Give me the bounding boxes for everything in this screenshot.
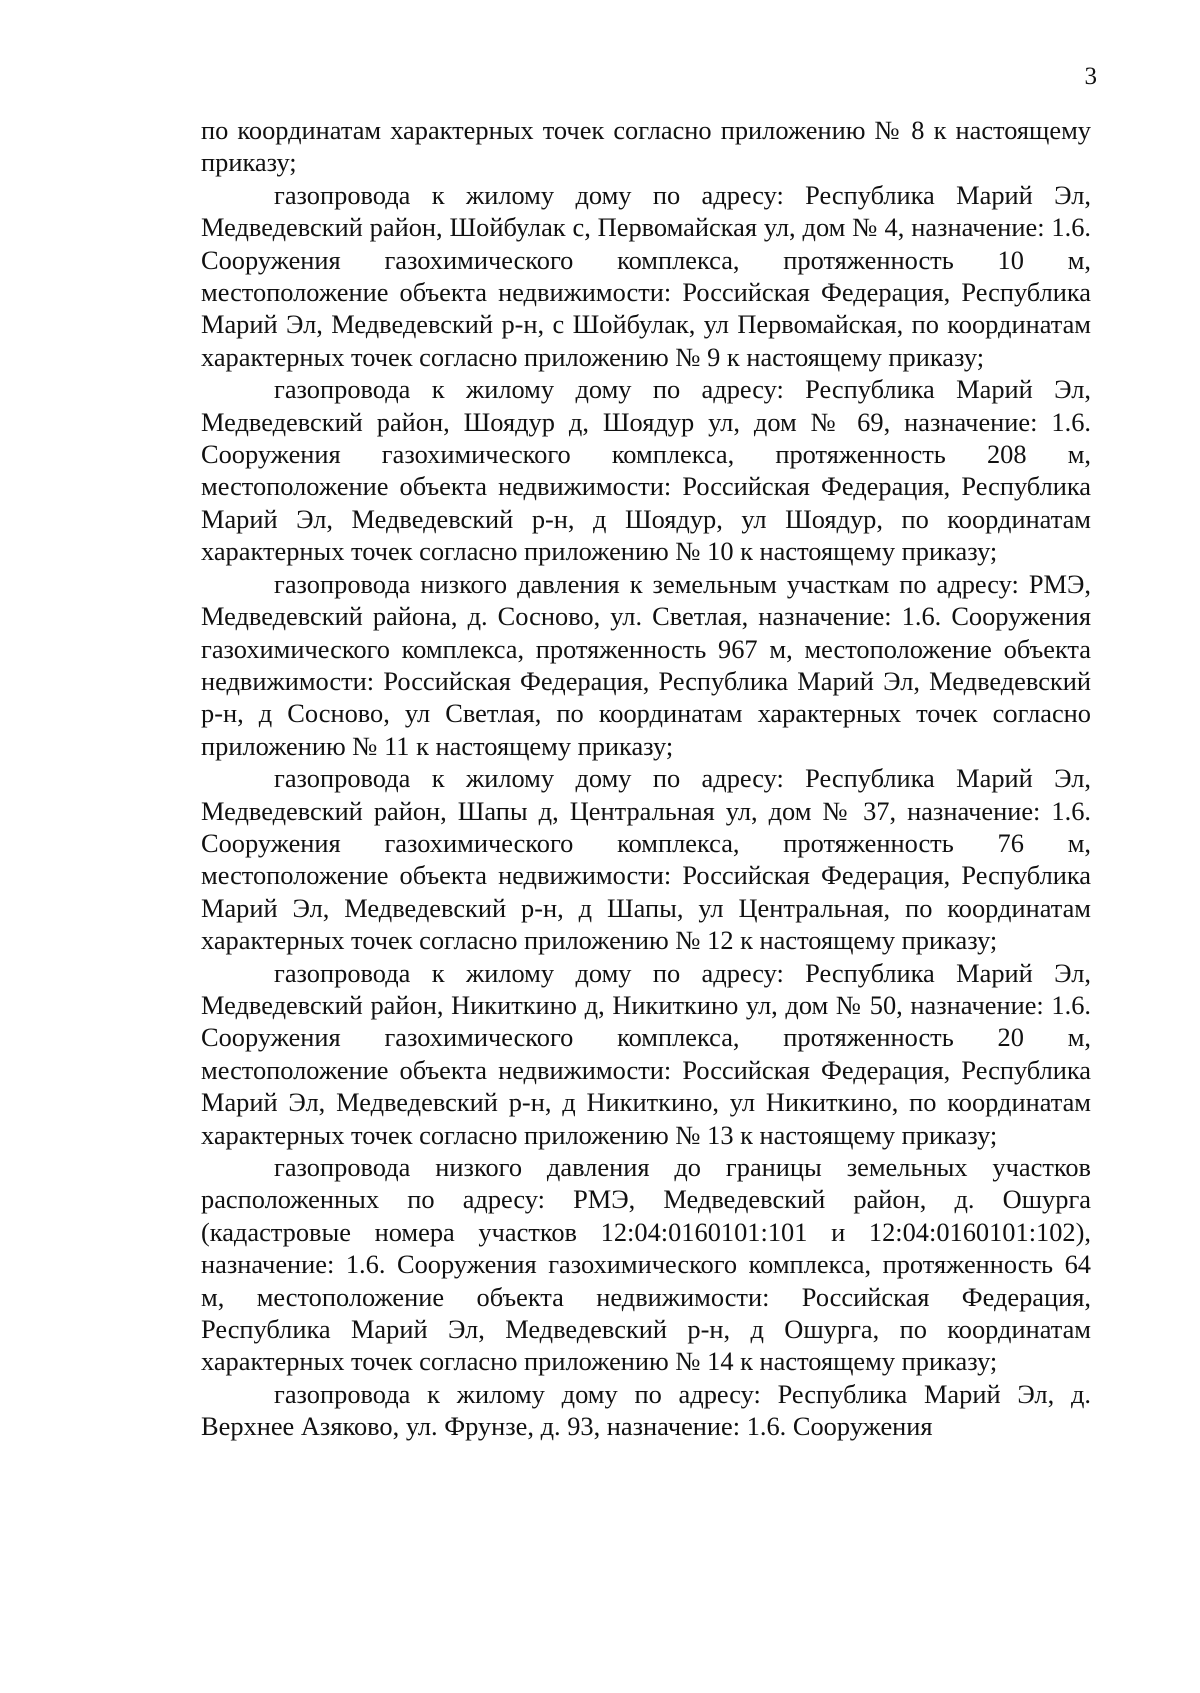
paragraph-4: [201, 568, 1091, 762]
paragraph-1: [201, 114, 1091, 179]
paragraph-text: газопровода к жилому дому по адресу: Республика Марий Эл, Медведевский район, Шойбулак с, Первомайская ул, дом № 4, назначение: 1.6. Сооружения газохимического комплекса, протяженность 10 м, местоположение объекта недвижимости: Российская Федерация, Республика Марий Эл, Медведевский р-н, с Шойбулак, ул Первомайская, по координатам характерных точек согласно приложению № 9 к настоящему приказу;: [201, 179, 1091, 372]
paragraph-text: газопровода к жилому дому по адресу: Республика Марий Эл, Медведевский район, Никиткино д, Никиткино ул, дом № 50, назначение: 1.6. Сооружения газохимического комплекса, протяженность 20 м, местоположение объекта недвижимости: Российская Федерация, Республика Марий Эл, Медведевский р-н, д Никиткино, ул Никиткино, по координатам характерных точек согласно приложению № 13 к настоящему приказу;: [201, 957, 1091, 1150]
paragraph-text: газопровода низкого давления до границы земельных участков расположенных по адресу: РМЭ, Медведевский район, д. Ошурга (кадастровые номера участков 12:04:0160101:101 и 12:04:0160101:102), назначение: 1.6. Сооружения газохимического комплекса, протяженность 64 м, местоположение объекта недвижимости: Российская Федерация, Республика Марий Эл, Медведевский р-н, д Ошурга, по координатам характерных точек согласно приложению № 14 к настоящему приказу;: [201, 1152, 1091, 1377]
paragraph-text: газопровода низкого давления к земельным участкам по адресу: РМЭ, Медведевский района, д. Сосново, ул. Светлая, назначение: 1.6. Сооружения газохимического комплекса, протяженность 967 м, местоположение объекта недвижимости: Российская Федерация, Республика Марий Эл, Медведевский р-н, д Сосново, ул Светлая, по координатам характерных точек согласно приложению № 11 к настоящему приказу;: [201, 568, 1091, 761]
page-number: 3: [1084, 63, 1097, 90]
paragraph-text: газопровода к жилому дому по адресу: Республика Марий Эл, Медведевский район, Шапы д, Центральная ул, дом № 37, назначение: 1.6. Сооружения газохимического комплекса, протяженность 76 м, местоположение объекта недвижимости: Российская Федерация, Республика Марий Эл, Медведевский р-н, д Шапы, ул Центральная, по координатам характерных точек согласно приложению № 12 к настоящему приказу;: [201, 763, 1091, 956]
paragraph-2: [201, 179, 1091, 373]
paragraph-text: газопровода к жилому дому по адресу: Республика Марий Эл, Медведевский район, Шоядур д, Шоядур ул, дом № 69, назначение: 1.6. Сооружения газохимического комплекса, протяженность 208 м, местоположение объекта недвижимости: Российская Федерация, Республика Марий Эл, Медведевский р-н, д Шоядур, ул Шоядур, по координатам характерных точек согласно приложению № 10 к настоящему приказу;: [201, 374, 1091, 567]
paragraph-7: [201, 1151, 1091, 1378]
paragraph-3: [201, 373, 1091, 567]
paragraph-5: [201, 762, 1091, 956]
paragraph-text: по координатам характерных точек согласно приложению № 8 к настоящему приказу;: [201, 115, 1091, 178]
document-body: [201, 114, 1091, 1443]
paragraph-text: газопровода к жилому дому по адресу: Республика Марий Эл, д. Верхнее Азяково, ул. Фрунзе, д. 93, назначение: 1.6. Сооружения: [201, 1378, 1091, 1442]
paragraph-8: [201, 1378, 1091, 1443]
paragraph-6: [201, 957, 1091, 1151]
